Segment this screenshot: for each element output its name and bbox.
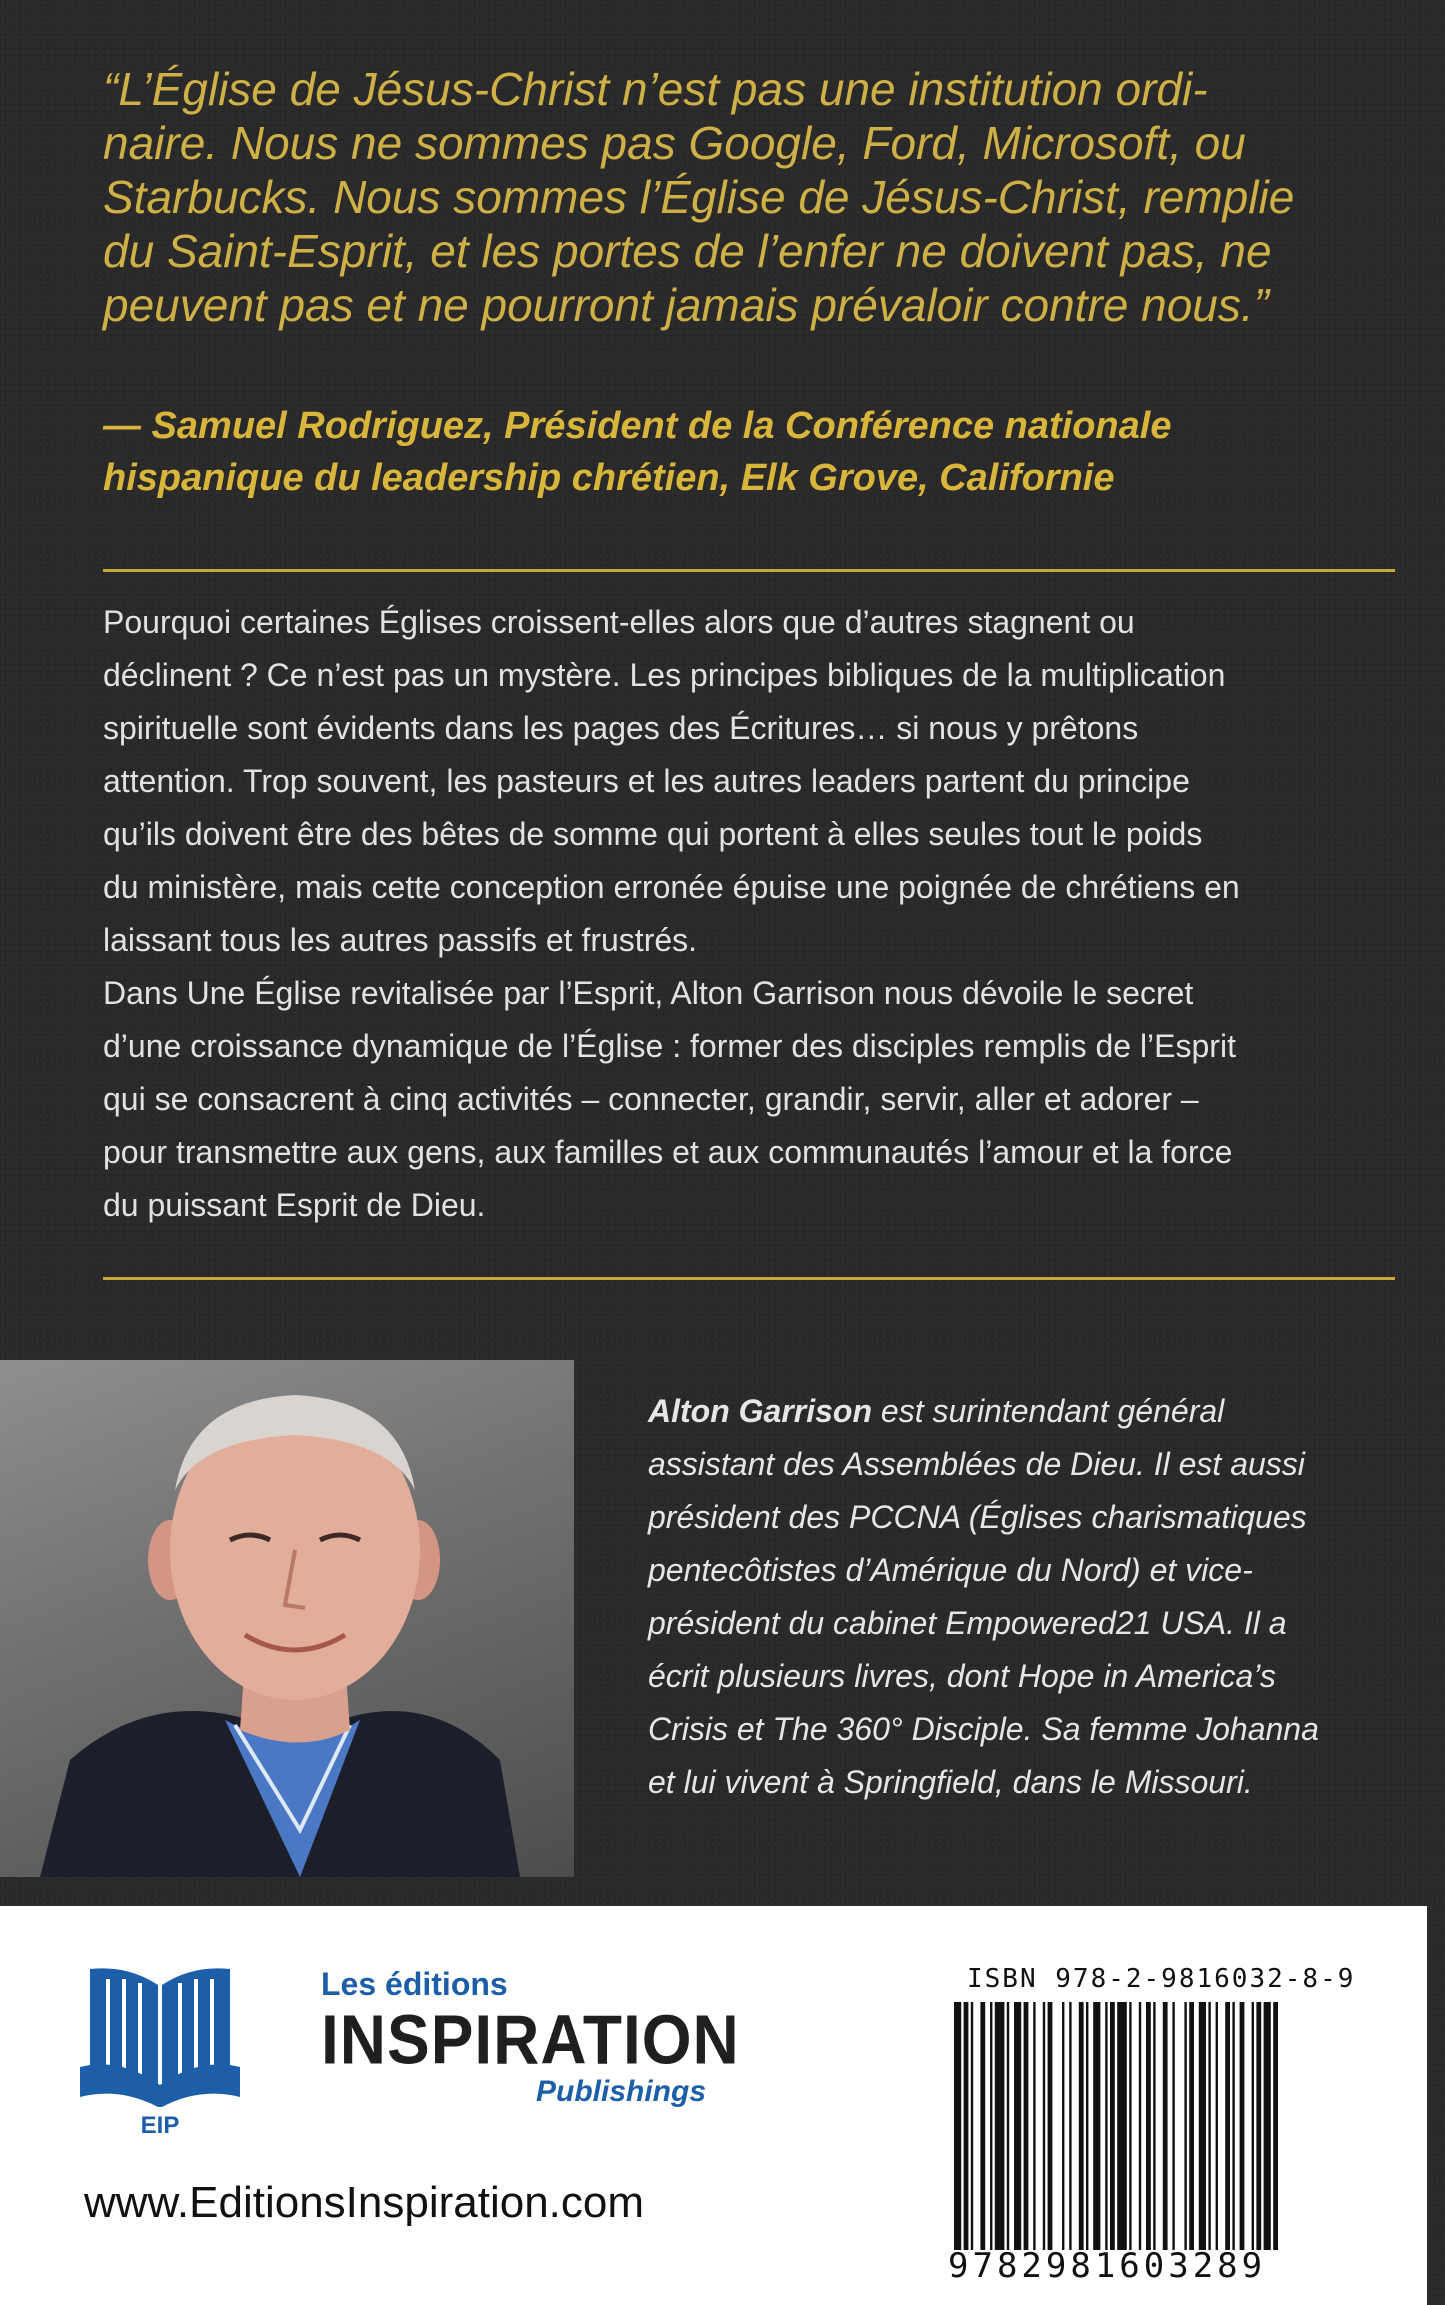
barcode-bar <box>1007 2002 1009 2250</box>
barcode-bar <box>1110 2002 1115 2250</box>
barcode-bar <box>1225 2002 1230 2250</box>
attribution-line: — Samuel Rodriguez, Président de la Conférence nationale <box>103 405 1172 447</box>
bio-line: président du cabinet Empowered21 USA. Il a <box>648 1605 1287 1641</box>
barcode-bar <box>1024 2002 1029 2250</box>
bio-first-line: est surintendant général <box>872 1393 1225 1429</box>
barcode-bar <box>1153 2002 1155 2250</box>
barcode-bar <box>1146 2002 1151 2250</box>
barcode-bar <box>1048 2002 1053 2250</box>
bio-line: assistant des Assemblées de Dieu. Il est aussi <box>648 1446 1305 1482</box>
barcode-bar <box>1043 2002 1045 2250</box>
barcode-bar <box>1252 2002 1254 2250</box>
barcode-bar <box>1117 2002 1127 2250</box>
quote-line: “L’Église de Jésus-Christ n’est pas une institution ordi- <box>103 63 1208 115</box>
publisher-name-line3: Publishings <box>536 2075 707 2108</box>
barcode-bar <box>1105 2002 1107 2250</box>
isbn-label: ISBN 978-2-9816032-8-9 <box>967 1964 1356 1994</box>
publisher-name-line2: INSPIRATION <box>321 2001 740 2079</box>
book-description <box>103 596 1403 1232</box>
barcode-bar <box>980 2002 985 2250</box>
barcode-bar <box>990 2002 992 2250</box>
author-bio <box>648 1385 1408 1809</box>
author-name: Alton Garrison <box>648 1393 873 1429</box>
description-line: Dans Une Église revitalisée par l’Esprit, Alton Garrison nous dévoile le secret <box>103 975 1194 1011</box>
attribution-line: hispanique du leadership chrétien, Elk Grove, Californie <box>103 457 1115 499</box>
barcode-bar <box>964 2002 969 2250</box>
description-line: laissant tous les autres passifs et frustrés. <box>103 922 698 958</box>
barcode-bar <box>1189 2002 1194 2250</box>
description-line: spirituelle sont évidents dans les pages des Écritures… si nous y prêtons <box>103 710 1139 746</box>
barcode-bar <box>1216 2002 1218 2250</box>
barcode-bar <box>1033 2002 1035 2250</box>
open-book-logo-icon <box>80 1957 240 2135</box>
barcode-bar <box>1256 2002 1261 2250</box>
bio-line: et lui vivent à Springfield, dans le Missouri. <box>648 1764 1253 1800</box>
barcode-bar <box>954 2002 961 2250</box>
logo-letters: EIP <box>140 2112 180 2135</box>
pull-quote <box>103 62 1373 332</box>
barcode-digits: 9782981603289 <box>948 2246 1267 2286</box>
barcode-bar <box>1129 2002 1131 2250</box>
barcode-bar <box>1069 2002 1071 2250</box>
barcode-bar <box>1199 2002 1206 2250</box>
publisher-name-line1: Les éditions <box>321 1966 508 2002</box>
quote-line: du Saint-Esprit, et les portes de l’enfer ne doivent pas, ne <box>103 225 1272 277</box>
quote-attribution <box>103 400 1403 504</box>
description-line: pour transmettre aux gens, aux familles et aux communautés l’amour et la force <box>103 1134 1233 1170</box>
bio-line: écrit plusieurs livres, dont Hope in America’s <box>648 1658 1276 1694</box>
bio-line: pentecôtistes d’Amérique du Nord) et vice- <box>648 1552 1253 1588</box>
barcode-bar <box>1264 2002 1271 2250</box>
quote-line: Starbucks. Nous sommes l’Église de Jésus-Christ, remplie <box>103 171 1295 223</box>
quote-line: naire. Nous ne sommes pas Google, Ford, Microsoft, ou <box>103 117 1246 169</box>
description-line: du ministère, mais cette conception erronée épuise une poignée de chrétiens en <box>103 869 1240 905</box>
bio-line: Crisis et The 360° Disciple. Sa femme Johanna <box>648 1711 1319 1747</box>
bio-line <box>648 1385 1408 1438</box>
barcode-bar <box>1093 2002 1100 2250</box>
barcode-bar <box>1273 2002 1278 2250</box>
description-line: d’une croissance dynamique de l’Église : former des disciples remplis de l’Esprit <box>103 1028 1236 1064</box>
bio-line: président des PCCNA (Églises charismatiques <box>648 1499 1307 1535</box>
barcode-bar <box>1208 2002 1210 2250</box>
barcode-bar <box>1232 2002 1234 2250</box>
description-line: attention. Trop souvent, les pasteurs et les autres leaders partent du principe <box>103 763 1190 799</box>
divider-top <box>103 569 1395 572</box>
quote-line: peuvent pas et ne pourront jamais prévaloir contre nous.” <box>103 279 1269 331</box>
description-line: qu’ils doivent être des bêtes de somme qui portent à elles seules tout le poids <box>103 816 1203 852</box>
description-line: du puissant Esprit de Dieu. <box>103 1187 486 1223</box>
barcode-bar <box>1172 2002 1174 2250</box>
barcode-bar <box>1139 2002 1141 2250</box>
author-photo <box>0 1360 574 1877</box>
author-portrait-illustration <box>0 1360 574 1877</box>
description-line: Pourquoi certaines Églises croissent-elles alors que d’autres stagnent ou <box>103 604 1135 640</box>
barcode-bar <box>1014 2002 1021 2250</box>
description-line: qui se consacrent à cinq activités – connecter, grandir, servir, aller et adorer – <box>103 1081 1199 1117</box>
barcode-bar <box>1086 2002 1088 2250</box>
barcode-bar <box>971 2002 973 2250</box>
barcode-bar <box>1163 2002 1168 2250</box>
barcode-bar <box>1184 2002 1186 2250</box>
publisher-website[interactable]: www.EditionsInspiration.com <box>84 2178 645 2227</box>
description-line: déclinent ? Ce n’est pas un mystère. Les principes bibliques de la multiplication <box>103 657 1226 693</box>
barcode-bar <box>1062 2002 1064 2250</box>
barcode-bar <box>1240 2002 1245 2250</box>
isbn-barcode <box>952 2002 1322 2250</box>
divider-bottom <box>103 1277 1395 1280</box>
barcode-bar <box>995 2002 1005 2250</box>
barcode-bar <box>1079 2002 1084 2250</box>
